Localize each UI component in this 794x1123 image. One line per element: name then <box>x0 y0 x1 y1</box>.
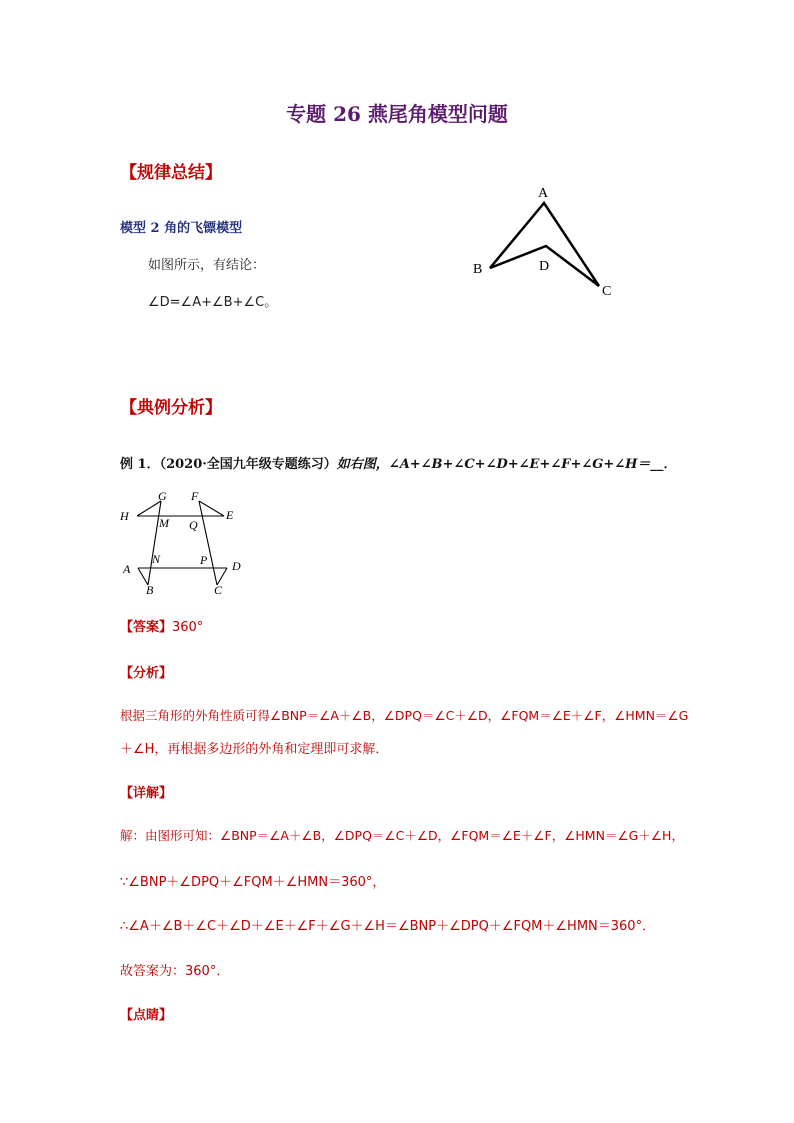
fig2-label-g: G <box>158 489 167 503</box>
detail-tag: 【详解】 <box>120 786 173 801</box>
fig2-label-e: E <box>226 508 234 522</box>
fig2-label-f: F <box>191 489 199 503</box>
fig1-label-a: A <box>538 186 549 201</box>
fig2-label-b: B <box>146 583 154 596</box>
comment-tag: 【点睛】 <box>120 1008 173 1023</box>
solution-line-1: 解：由图形可知：∠BNP＝∠A＋∠B，∠DPQ＝∠C＋∠D，∠FQM＝∠E＋∠F，∠HMN＝∠G＋∠H， <box>120 828 684 843</box>
answer-value: 360° <box>172 620 204 635</box>
analysis-line-2: ＋∠H，再根据多边形的外角和定理即可求解． <box>120 742 389 757</box>
example1-question-text: 如右图，∠A+∠B+∠C+∠D+∠E+∠F+∠G+∠H＝__． <box>336 457 677 472</box>
example1-question <box>120 453 676 472</box>
fig2-label-c: C <box>214 583 223 596</box>
fig2-label-d: D <box>232 559 241 573</box>
answer-tag: 【答案】 <box>120 620 173 635</box>
fig1-label-b: B <box>473 262 483 277</box>
example1-label: 例 1． <box>120 457 160 472</box>
example1-source: （2020·全国九年级专题练习） <box>159 457 337 472</box>
section-heading-summary: 【规律总结】 <box>120 163 222 183</box>
fig2-label-p: P <box>200 553 208 567</box>
analysis-tag: 【分析】 <box>120 666 173 681</box>
section-heading-examples: 【典例分析】 <box>120 398 222 418</box>
fig2-label-h: H <box>120 509 129 523</box>
fig1-label-d: D <box>539 259 550 274</box>
final-answer: 故答案为：360°． <box>120 964 230 979</box>
intro-text: 如图所示，有结论： <box>148 258 266 273</box>
conclusion-formula: ∠D=∠A+∠B+∠C。 <box>148 295 278 310</box>
example1-figure <box>115 488 250 596</box>
fig2-label-q: Q <box>189 518 198 532</box>
answer-line <box>120 616 203 635</box>
solution-line-2: ∵∠BNP＋∠DPQ＋∠FQM＋∠HMN＝360°， <box>120 875 386 890</box>
fig2-label-a: A <box>123 562 131 576</box>
fig2-label-m: M <box>159 516 169 530</box>
page-title: 专题 26 燕尾角模型问题 <box>286 102 508 126</box>
fig2-label-n: N <box>152 552 161 566</box>
solution-line-3: ∴∠A＋∠B＋∠C＋∠D＋∠E＋∠F＋∠G＋∠H＝∠BNP＋∠DPQ＋∠FQM＋∠HMN＝360°． <box>120 919 656 934</box>
dart-model-figure <box>460 180 630 305</box>
fig1-label-c: C <box>602 284 612 299</box>
model-label: 模型 2 角的飞镖模型 <box>120 221 243 236</box>
analysis-line-1: 根据三角形的外角性质可得∠BNP＝∠A＋∠B，∠DPQ＝∠C＋∠D，∠FQM＝∠E＋∠F，∠HMN＝∠G <box>120 708 689 723</box>
